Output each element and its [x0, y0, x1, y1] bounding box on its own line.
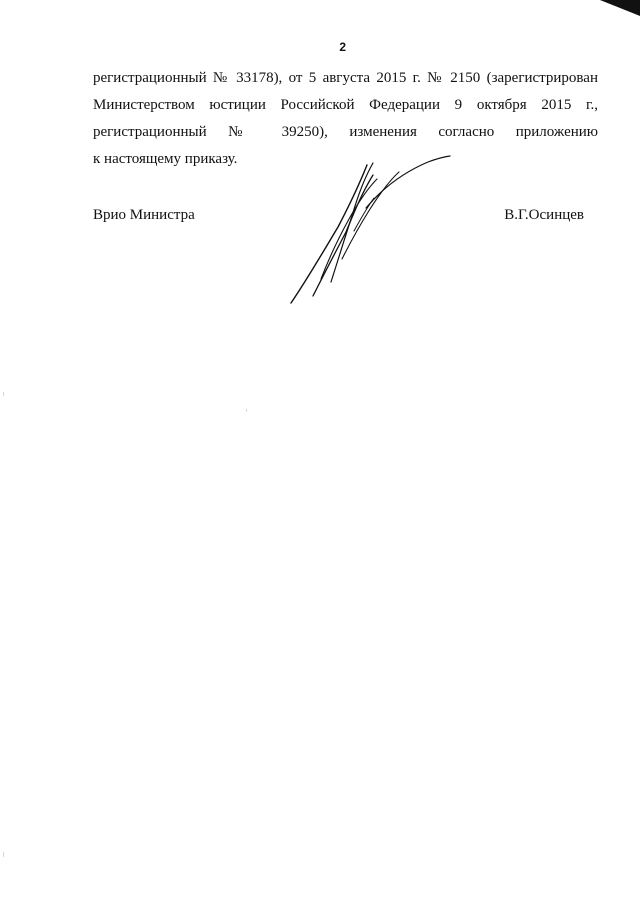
body-text-line-2: Министерством юстиции Российской Федерации 9 октября 2015 г., [93, 97, 598, 113]
signer-name: В.Г.Осинцев [504, 207, 584, 223]
body-text-line-1: регистрационный № 33178), от 5 августа 2015 г. № 2150 (зарегистрирован [93, 70, 598, 86]
scan-artifact [3, 392, 4, 396]
page-number: 2 [339, 40, 347, 54]
scan-corner-mark [600, 0, 640, 16]
position-title: Врио Министра [93, 207, 195, 223]
body-text-line-3: регистрационный № 39250), изменения согласно приложению [93, 124, 598, 140]
handwritten-signature [285, 153, 455, 308]
body-text-line-4: к настоящему приказу. [93, 151, 238, 167]
scan-artifact [3, 852, 4, 857]
scan-artifact [246, 409, 247, 412]
